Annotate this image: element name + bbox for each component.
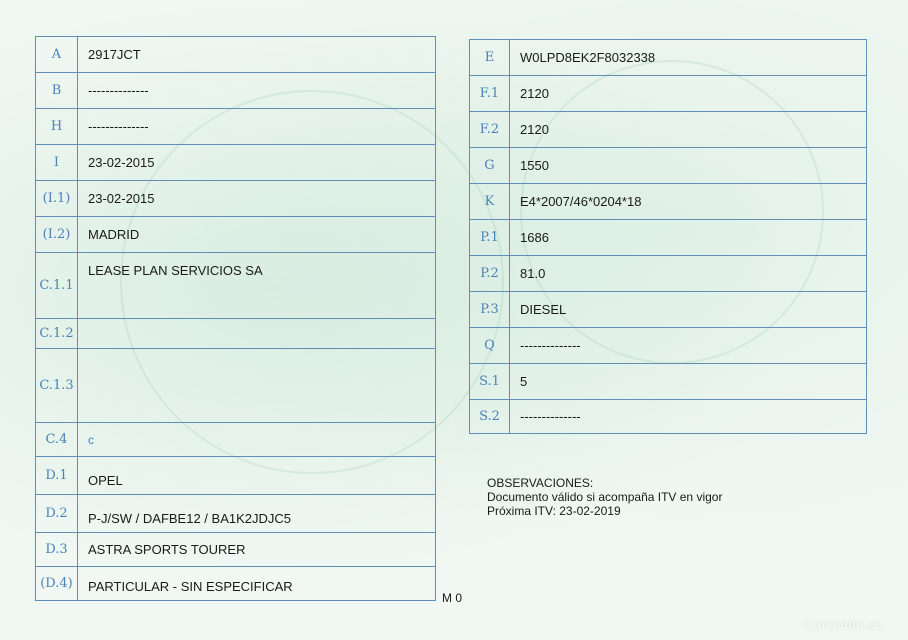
watermark-logo: CarOutlet.eu: [804, 617, 884, 632]
field-code: C.1.2: [36, 319, 78, 349]
table-row: [36, 253, 436, 319]
table-row: [470, 148, 867, 184]
field-code: E: [470, 40, 510, 76]
field-code: A: [36, 37, 78, 73]
table-row: [470, 400, 867, 434]
field-code: P.2: [470, 256, 510, 292]
observations-block: [487, 476, 722, 518]
table-row: [470, 184, 867, 220]
field-code: C.1.1: [36, 253, 78, 319]
table-row: [36, 495, 436, 533]
field-value-registration: 2917JCT: [78, 37, 436, 73]
field-value-make: OPEL: [78, 457, 436, 495]
observations-heading: OBSERVACIONES:: [487, 476, 594, 490]
table-row: [36, 109, 436, 145]
left-data-table: [35, 36, 436, 601]
table-row: [36, 349, 436, 423]
field-value-mass: 2120: [510, 112, 867, 148]
table-row: [36, 533, 436, 567]
field-code: G: [470, 148, 510, 184]
field-code: I: [36, 145, 78, 181]
table-row: [470, 292, 867, 328]
field-value-mass: 2120: [510, 76, 867, 112]
table-row: [36, 145, 436, 181]
field-code: D.2: [36, 495, 78, 533]
table-row: [470, 256, 867, 292]
field-value-type: P-J/SW / DAFBE12 / BA1K2JDJC5: [78, 495, 436, 533]
field-value-approval: E4*2007/46*0204*18: [510, 184, 867, 220]
table-row: [36, 319, 436, 349]
observations-line: Próxima ITV: 23-02-2019: [487, 504, 621, 518]
field-code: C.1.3: [36, 349, 78, 423]
table-row: [470, 40, 867, 76]
field-value-location: MADRID: [78, 217, 436, 253]
field-code: P.1: [470, 220, 510, 256]
field-value-power: 81.0: [510, 256, 867, 292]
field-value-mass: 1550: [510, 148, 867, 184]
field-value-fuel: DIESEL: [510, 292, 867, 328]
observations-line: Documento válido si acompaña ITV en vigor: [487, 490, 723, 504]
field-code: K: [470, 184, 510, 220]
field-value-date: 23-02-2015: [78, 145, 436, 181]
field-code: P.3: [470, 292, 510, 328]
field-code: C.4: [36, 423, 78, 457]
field-value-holder: LEASE PLAN SERVICIOS SA: [78, 253, 436, 319]
field-value-model: ASTRA SPORTS TOURER: [78, 533, 436, 567]
table-row: [36, 457, 436, 495]
right-data-table: [469, 39, 867, 434]
field-code: (I.2): [36, 217, 78, 253]
field-code: D.3: [36, 533, 78, 567]
field-code: F.2: [470, 112, 510, 148]
field-code: (I.1): [36, 181, 78, 217]
table-row: [36, 217, 436, 253]
field-value: [78, 319, 436, 349]
table-row: [36, 181, 436, 217]
field-code: S.2: [470, 400, 510, 434]
field-code: F.1: [470, 76, 510, 112]
field-code: Q: [470, 328, 510, 364]
field-code: (D.4): [36, 567, 78, 601]
field-value: --------------: [510, 328, 867, 364]
table-row: [470, 364, 867, 400]
field-value-displacement: 1686: [510, 220, 867, 256]
field-code: H: [36, 109, 78, 145]
field-code: B: [36, 73, 78, 109]
field-value: --------------: [78, 109, 436, 145]
table-row: [36, 73, 436, 109]
field-value-date: 23-02-2015: [78, 181, 436, 217]
field-value: --------------: [78, 73, 436, 109]
table-row: [36, 567, 436, 601]
table-row: [470, 112, 867, 148]
field-value: c: [78, 423, 436, 457]
field-value-use: PARTICULAR - SIN ESPECIFICAR: [78, 567, 436, 601]
field-value: --------------: [510, 400, 867, 434]
field-value-vin: W0LPD8EK2F8032338: [510, 40, 867, 76]
table-row: [470, 220, 867, 256]
field-code: D.1: [36, 457, 78, 495]
table-row: [470, 328, 867, 364]
table-row: [36, 423, 436, 457]
document-mark: M 0: [442, 591, 463, 605]
field-value-seats: 5: [510, 364, 867, 400]
field-value: [78, 349, 436, 423]
table-row: [470, 76, 867, 112]
table-row: [36, 37, 436, 73]
field-code: S.1: [470, 364, 510, 400]
